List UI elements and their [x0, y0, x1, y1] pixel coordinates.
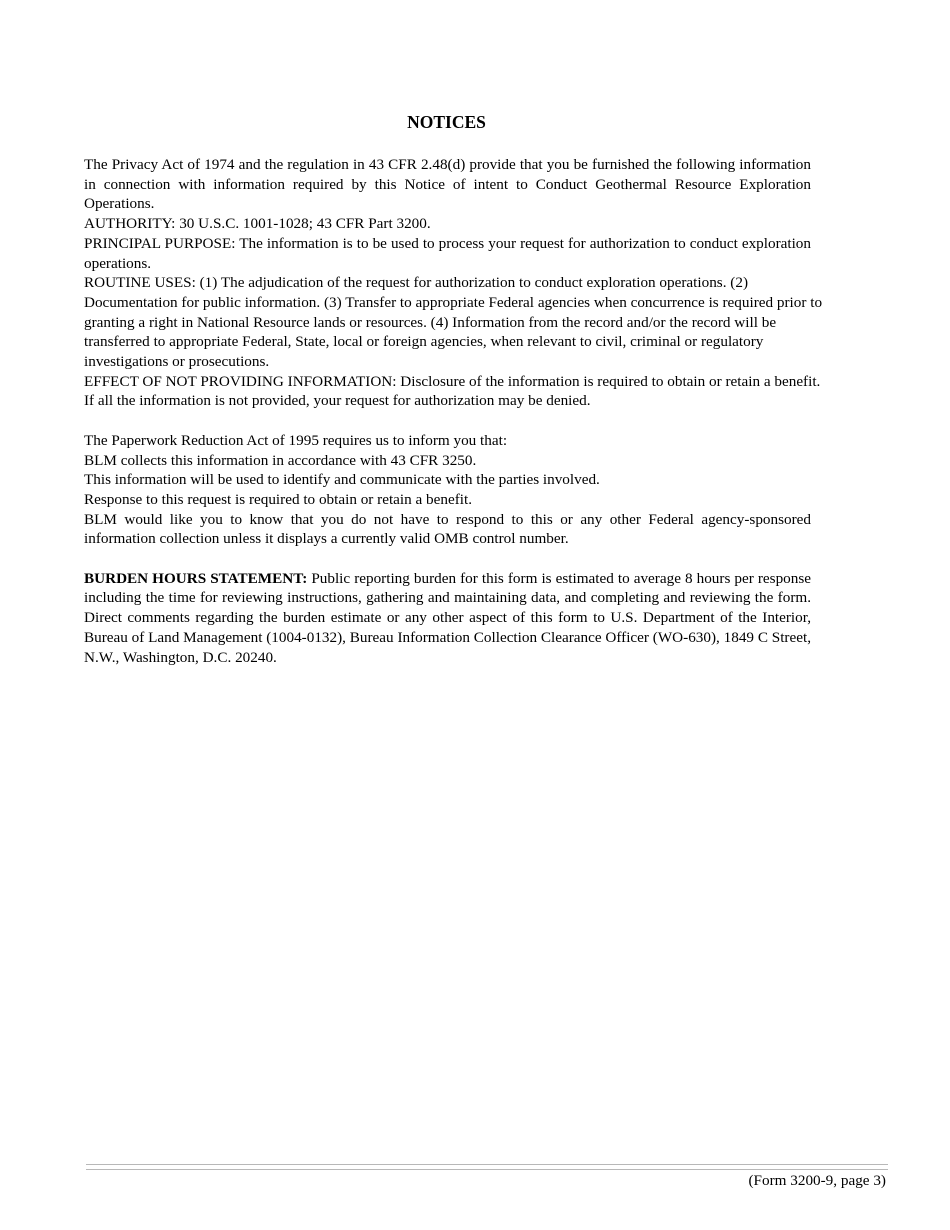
form-page-footer: (Form 3200-9, page 3)	[748, 1172, 886, 1189]
footer-rule-bottom	[86, 1169, 888, 1170]
paperwork-line-4: Response to this request is required to obtain or retain a benefit.	[84, 490, 473, 508]
paperwork-line-2: BLM collects this information in accordance with 43 CFR 3250.	[84, 451, 477, 469]
routine-uses: ROUTINE USES: (1) The adjudication of the request for authorization to conduct exploration operations. (2) Documentation for public information. (3) Transfer to appropriate Federal agencies when concurrence is required prior to granting a right in National Resource lands or resources. (4) Information from the record and/or the record will be transferred to appropriate Federal, State, local or foreign agencies, when relevant to civil, criminal or regulatory investigations or prosecutions.	[84, 274, 823, 371]
privacy-intro: The Privacy Act of 1974 and the regulation in 43 CFR 2.48(d) provide that you be furnished the following information in connection with information required by this Notice of intent to Conduct Geothermal Resource Exploration Operations.	[84, 156, 811, 213]
spacer	[84, 549, 811, 569]
paperwork-line-1: The Paperwork Reduction Act of 1995 requires us to inform you that:	[84, 431, 508, 449]
page-title: NOTICES	[407, 112, 486, 132]
burden-statement	[84, 569, 811, 668]
burden-label: BURDEN HOURS STATEMENT:	[84, 569, 308, 587]
burden-text: Public reporting burden for this form is estimated to average 8 hours per response including the time for reviewing instructions, gathering and maintaining data, and completing and reviewing the form. Direct comments regarding the burden estimate or any other aspect of this form to U.S. Department of the Interior, Bureau of Land Management (1004-0132), Bureau Information Collection Clearance Officer (WO-630), 1849 C Street, N.W., Washington, D.C. 20240.	[84, 569, 811, 666]
paperwork-line-5: BLM would like you to know that you do not have to respond to this or any other Federal agency-sponsored information collection unless it displays a currently valid OMB control number.	[84, 510, 811, 548]
notice-body	[84, 155, 823, 667]
effect-of-not-providing: EFFECT OF NOT PROVIDING INFORMATION: Disclosure of the information is required to obtain or retain a benefit. If all the information is not provided, your request for authorization may be denied.	[84, 372, 821, 410]
footer-rule-top	[86, 1164, 888, 1165]
paperwork-line-3: This information will be used to identify and communicate with the parties involved.	[84, 471, 600, 489]
authority-line: AUTHORITY: 30 U.S.C. 1001-1028; 43 CFR Part 3200.	[84, 215, 431, 233]
spacer	[84, 411, 811, 431]
principal-purpose: PRINCIPAL PURPOSE: The information is to be used to process your request for authorization to conduct exploration operations.	[84, 234, 811, 272]
